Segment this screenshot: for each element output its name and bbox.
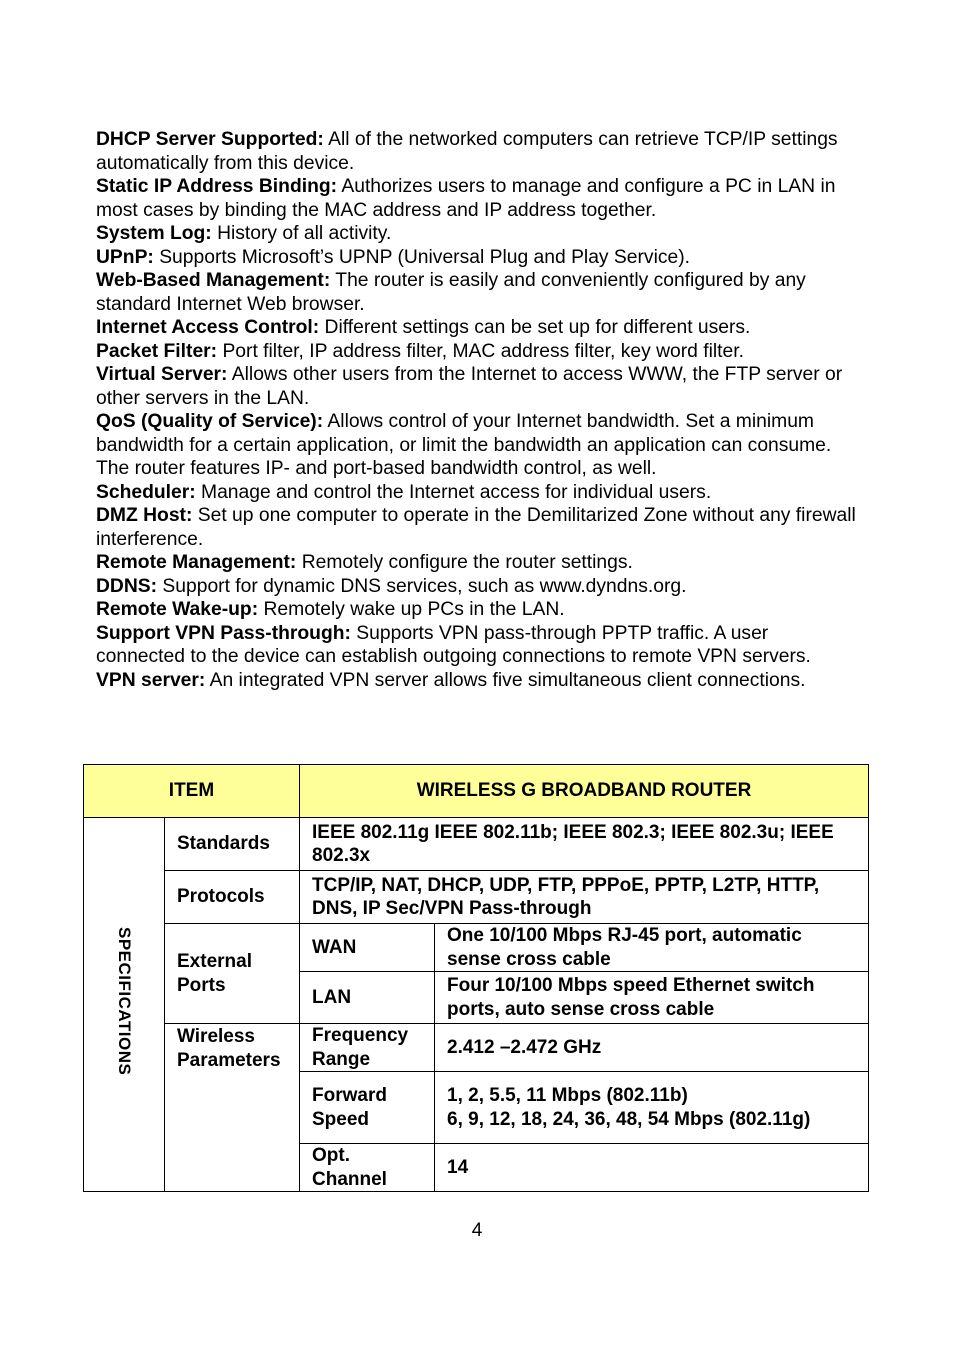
- feature-item: [96, 481, 856, 505]
- feature-text: Support for dynamic DNS services, such as www.dyndns.org.: [157, 575, 687, 597]
- external-ports-label: External Ports: [165, 924, 300, 1024]
- protocols-label: Protocols: [165, 871, 300, 924]
- lan-value: Four 10/100 Mbps speed Ethernet switch ports, auto sense cross cable: [435, 972, 869, 1024]
- feature-item: [96, 363, 856, 410]
- feature-text: Supports Microsoft’s UPNP (Universal Plug and Play Service).: [153, 246, 690, 268]
- feature-item: [96, 340, 856, 364]
- feature-text: An integrated VPN server allows five simultaneous client connections.: [205, 669, 806, 691]
- feature-term: QoS (Quality of Service):: [96, 411, 324, 432]
- feature-term: Remote Wake-up:: [96, 599, 259, 620]
- specifications-cell: [84, 818, 165, 1192]
- header-product: WIRELESS G BROADBAND ROUTER: [300, 765, 869, 818]
- feature-term: Internet Access Control:: [96, 317, 320, 338]
- feature-text: All of the networked computers can retrieve TCP/IP settings automatically from this device.: [96, 129, 838, 174]
- table-row: [84, 818, 869, 871]
- feature-term: Web-Based Management:: [96, 270, 331, 291]
- forward-speed-label: Forward Speed: [300, 1072, 435, 1144]
- feature-item: [96, 316, 856, 340]
- feature-term: DHCP Server Supported:: [96, 129, 324, 150]
- specifications-label: SPECIFICATIONS: [114, 927, 134, 1076]
- protocols-value: TCP/IP, NAT, DHCP, UDP, FTP, PPPoE, PPTP, L2TP, HTTP, DNS, IP Sec/VPN Pass-through: [300, 871, 869, 924]
- page-number: 4: [471, 1220, 483, 1241]
- feature-term: System Log:: [96, 223, 212, 244]
- feature-term: Packet Filter:: [96, 340, 218, 362]
- feature-term: DDNS:: [96, 575, 158, 597]
- wan-value: One 10/100 Mbps RJ-45 port, automatic sense cross cable: [435, 924, 869, 972]
- feature-item: [96, 551, 856, 575]
- feature-text: Set up one computer to operate in the Demilitarized Zone without any firewall interference.: [96, 505, 856, 550]
- feature-term: Remote Management:: [96, 552, 297, 573]
- feature-term: Virtual Server:: [96, 364, 228, 385]
- feature-term: Scheduler:: [96, 481, 196, 503]
- feature-item: [96, 622, 856, 669]
- wireless-parameters-label: Wireless Parameters: [165, 1024, 300, 1192]
- feature-term: Support VPN Pass-through:: [96, 622, 351, 644]
- feature-term: UPnP:: [96, 246, 154, 268]
- feature-text: Different settings can be set up for different users.: [319, 317, 751, 338]
- wan-label: WAN: [300, 924, 435, 972]
- table-header-row: [84, 765, 869, 818]
- feature-item: [96, 128, 856, 175]
- feature-text: Allows control of your Internet bandwidth. Set a minimum bandwidth for a certain application, or limit the bandwidth an application can consume. The router features IP- and port-based bandwidth control, as well.: [96, 411, 832, 479]
- frequency-label: Frequency Range: [300, 1024, 435, 1072]
- forward-speed-value: [435, 1072, 869, 1144]
- feature-text: Authorizes users to manage and configure a PC in LAN in most cases by binding the MAC address and IP address together.: [96, 176, 836, 221]
- feature-item: [96, 175, 856, 222]
- table-row: [84, 1024, 869, 1072]
- feature-item: [96, 598, 856, 622]
- channel-label: Opt. Channel: [300, 1144, 435, 1192]
- table-row: [84, 924, 869, 972]
- feature-text: The router is easily and conveniently configured by any standard Internet Web browser.: [96, 270, 806, 315]
- standards-label: Standards: [165, 818, 300, 871]
- frequency-value: 2.412 –2.472 GHz: [435, 1024, 869, 1072]
- feature-term: DMZ Host:: [96, 505, 193, 526]
- spec-table: [83, 764, 869, 1192]
- standards-value: IEEE 802.11g IEEE 802.11b; IEEE 802.3; IEEE 802.3u; IEEE 802.3x: [300, 818, 869, 871]
- feature-item: [96, 504, 856, 551]
- speed-80211b: 1, 2, 5.5, 11 Mbps (802.11b): [447, 1085, 688, 1106]
- feature-term: VPN server:: [96, 669, 206, 691]
- lan-label: LAN: [300, 972, 435, 1024]
- feature-text: History of all activity.: [211, 223, 392, 244]
- feature-item: [96, 669, 856, 693]
- feature-text: Port filter, IP address filter, MAC address filter, key word filter.: [217, 340, 744, 362]
- feature-text: Remotely wake up PCs in the LAN.: [258, 599, 565, 620]
- channel-value: 14: [435, 1144, 869, 1192]
- feature-item: [96, 222, 856, 246]
- table-row: [84, 871, 869, 924]
- feature-text: Remotely configure the router settings.: [296, 552, 633, 573]
- feature-item: [96, 410, 856, 481]
- feature-text: Supports VPN pass-through PPTP traffic. A user connected to the device can establish outgoing connections to remote VPN servers.: [96, 622, 811, 667]
- feature-item: [96, 575, 856, 599]
- header-item: ITEM: [84, 765, 300, 818]
- feature-list: [96, 128, 856, 692]
- feature-item: [96, 246, 856, 270]
- speed-80211g: 6, 9, 12, 18, 24, 36, 48, 54 Mbps (802.11g): [447, 1108, 811, 1130]
- feature-term: Static IP Address Binding:: [96, 176, 338, 197]
- feature-item: [96, 269, 856, 316]
- feature-text: Allows other users from the Internet to access WWW, the FTP server or other servers in the LAN.: [96, 364, 843, 409]
- feature-text: Manage and control the Internet access for individual users.: [195, 481, 712, 503]
